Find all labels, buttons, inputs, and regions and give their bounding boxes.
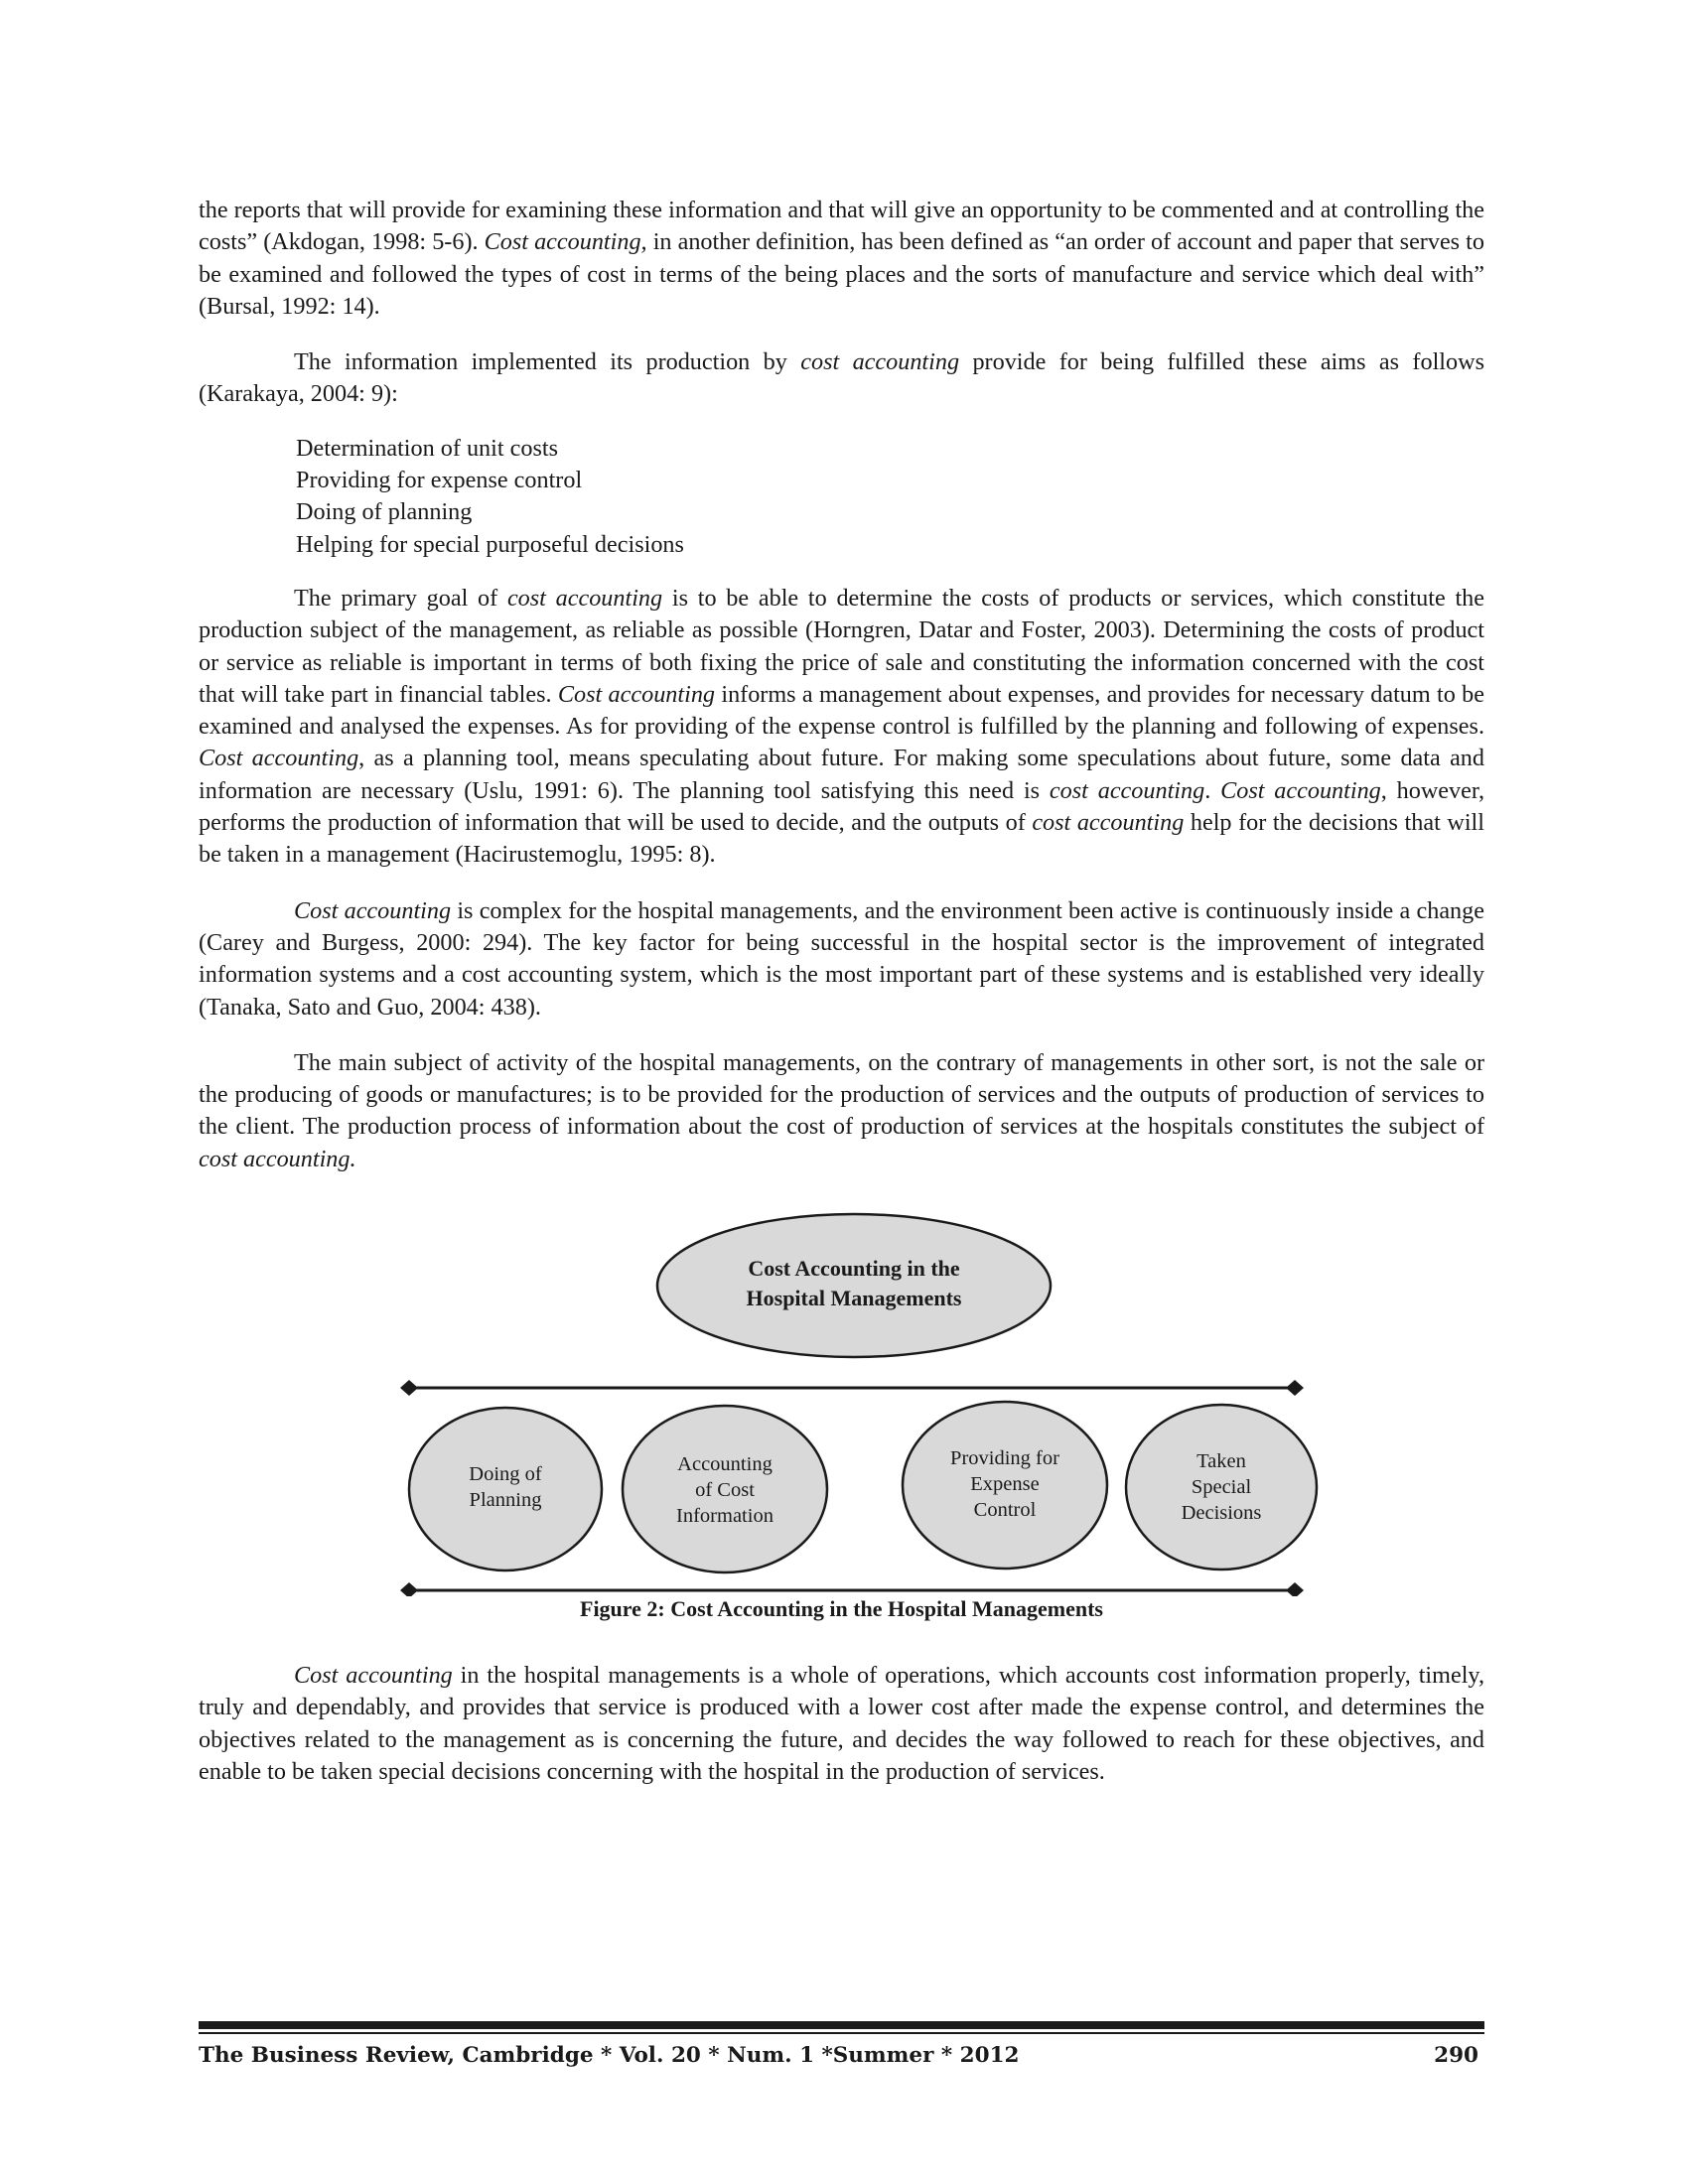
text-run: is complex for the hospital managements, and the environment been active is continuously inside a change (Carey and Burgess, 2000: 294). The key factor for being successful in the hospital sector is the improvement of integrated information systems and a cost accounting system, which is the most important part of these systems and is established very ideally (Tanaka, Sato and Guo, 2004: 438). [199, 896, 1484, 1021]
node-line: Accounting [677, 1453, 773, 1476]
aims-list [296, 433, 1484, 561]
text-run: . [1204, 776, 1221, 804]
diamond-marker [1286, 1380, 1304, 1396]
top-node-line: Hospital Managements [746, 1286, 962, 1311]
italic-term: Cost accounting [294, 1662, 453, 1690]
italic-term: Cost accounting [294, 896, 452, 924]
text-run: provide for being fulfilled these aims as follows (Karakaya, 2004: 9): [199, 348, 1484, 408]
text-run: informs a management about expenses, and provides for necessary datum to be examined and analysed the expenses. As for providing of the expense control is fulfilled by the planning and following of expenses. [199, 680, 1484, 741]
italic-term: Cost accounting [199, 745, 359, 772]
paragraph-2 [199, 346, 1484, 411]
text-run: is to be able to determine the costs of products or services, which constitute the production subject of the management, as reliable as possible (Horngren, Datar and Foster, 2003). Determining the costs of product or service as reliable is important in terms of both fixing the price of sale and constituting the information concerned with the cost that will take part in financial tables. [199, 584, 1485, 708]
page-number: 290 [1434, 2043, 1478, 2068]
node-line: Special [1191, 1476, 1252, 1499]
node-line: Information [676, 1505, 774, 1528]
italic-term: Cost accounting [1220, 776, 1381, 804]
diamond-marker [1286, 1582, 1304, 1596]
paragraph-5 [199, 1047, 1484, 1175]
italic-term: Cost accounting, [484, 228, 647, 256]
list-item: Helping for special purposeful decisions [296, 530, 684, 558]
node-line: Doing of [469, 1463, 542, 1486]
list-item: Doing of planning [296, 498, 473, 526]
text-run: the reports that will provide for examining these information and that will give an opportunity to be commented and at controlling the costs” (Akdogan, 1998: 5-6). [199, 197, 1484, 256]
italic-term: cost accounting. [199, 1145, 356, 1172]
text-run: , however, performs the production of information that will be used to decide, and the outputs of [199, 776, 1485, 837]
diamond-marker [400, 1582, 418, 1596]
paragraph-6 [199, 1660, 1484, 1788]
node-line: Taken [1196, 1450, 1246, 1473]
figure-caption: Figure 2: Cost Accounting in the Hospital Managements [580, 1596, 1103, 1622]
italic-term: cost accounting [1032, 809, 1185, 837]
text-run: , as a planning tool, means speculating about future. For making some speculations about future, some data and information are necessary (Uslu, 1991: 6). The planning tool satisfying this need is [199, 745, 1484, 804]
top-node-line: Cost Accounting in the [748, 1256, 960, 1282]
paragraph-1 [199, 195, 1484, 323]
node-taken-special-decisions [1142, 1433, 1301, 1542]
paragraph-4 [199, 895, 1484, 1024]
footer-rule-thin [199, 2032, 1484, 2034]
paragraph-3 [199, 583, 1484, 872]
italic-term: cost accounting [800, 348, 960, 376]
journal-citation: The Business Review, Cambridge * Vol. 20 * Num. 1 *Summer * 2012 [199, 2043, 1020, 2068]
italic-term: cost accounting [1049, 776, 1205, 804]
node-accounting-of-cost-information [640, 1435, 809, 1545]
node-line: of Cost [695, 1479, 755, 1502]
list-item: Providing for expense control [296, 467, 583, 494]
node-line: Control [973, 1499, 1037, 1522]
footer-text [199, 2043, 1484, 2068]
text-run: The main subject of activity of the hospital managements, on the contrary of managements in other sort, is not the sale or the producing of goods or manufactures; is to be provided for the production of services and the outputs of production of services to the client. The production process of information about the cost of production of services at the hospitals constitutes the subject of [199, 1048, 1484, 1141]
node-line: Expense [970, 1473, 1040, 1496]
text-run: The information implemented its production by [294, 348, 801, 376]
list-item: Determination of unit costs [296, 434, 558, 462]
text-run: in another definition, has been defined as “an order of account and paper that serves to be examined and followed the types of cost in terms of the being places and the sorts of manufacture and service which deal with” (Bursal, 1992: 14). [199, 228, 1484, 320]
top-node-label [665, 1239, 1043, 1328]
node-providing-for-expense-control [920, 1430, 1089, 1539]
italic-term: cost accounting [506, 584, 663, 612]
text-run: The primary goal of [294, 584, 507, 612]
diamond-marker [400, 1380, 418, 1396]
figure-2-diagram [199, 1199, 1484, 1636]
node-line: Decisions [1181, 1502, 1262, 1525]
node-doing-of-planning [426, 1437, 585, 1537]
italic-term: Cost accounting [557, 680, 716, 708]
footer-rule-thick [199, 2021, 1484, 2029]
node-line: Planning [469, 1489, 542, 1512]
page-body [199, 195, 1484, 1812]
text-run: help for the decisions that will be taken in a management (Hacirustemoglu, 1995: 8). [199, 809, 1484, 869]
node-line: Providing for [950, 1447, 1059, 1470]
text-run: in the hospital managements is a whole of operations, which accounts cost information properly, timely, truly and dependably, and provides that service is produced with a lower cost after made the expense control, and determines the objectives related to the management as is concerning the future, and decides the way followed to reach for these objectives, and enable to be taken special decisions concerning with the hospital in the production of services. [199, 1662, 1484, 1785]
page-footer [199, 2021, 1484, 2068]
